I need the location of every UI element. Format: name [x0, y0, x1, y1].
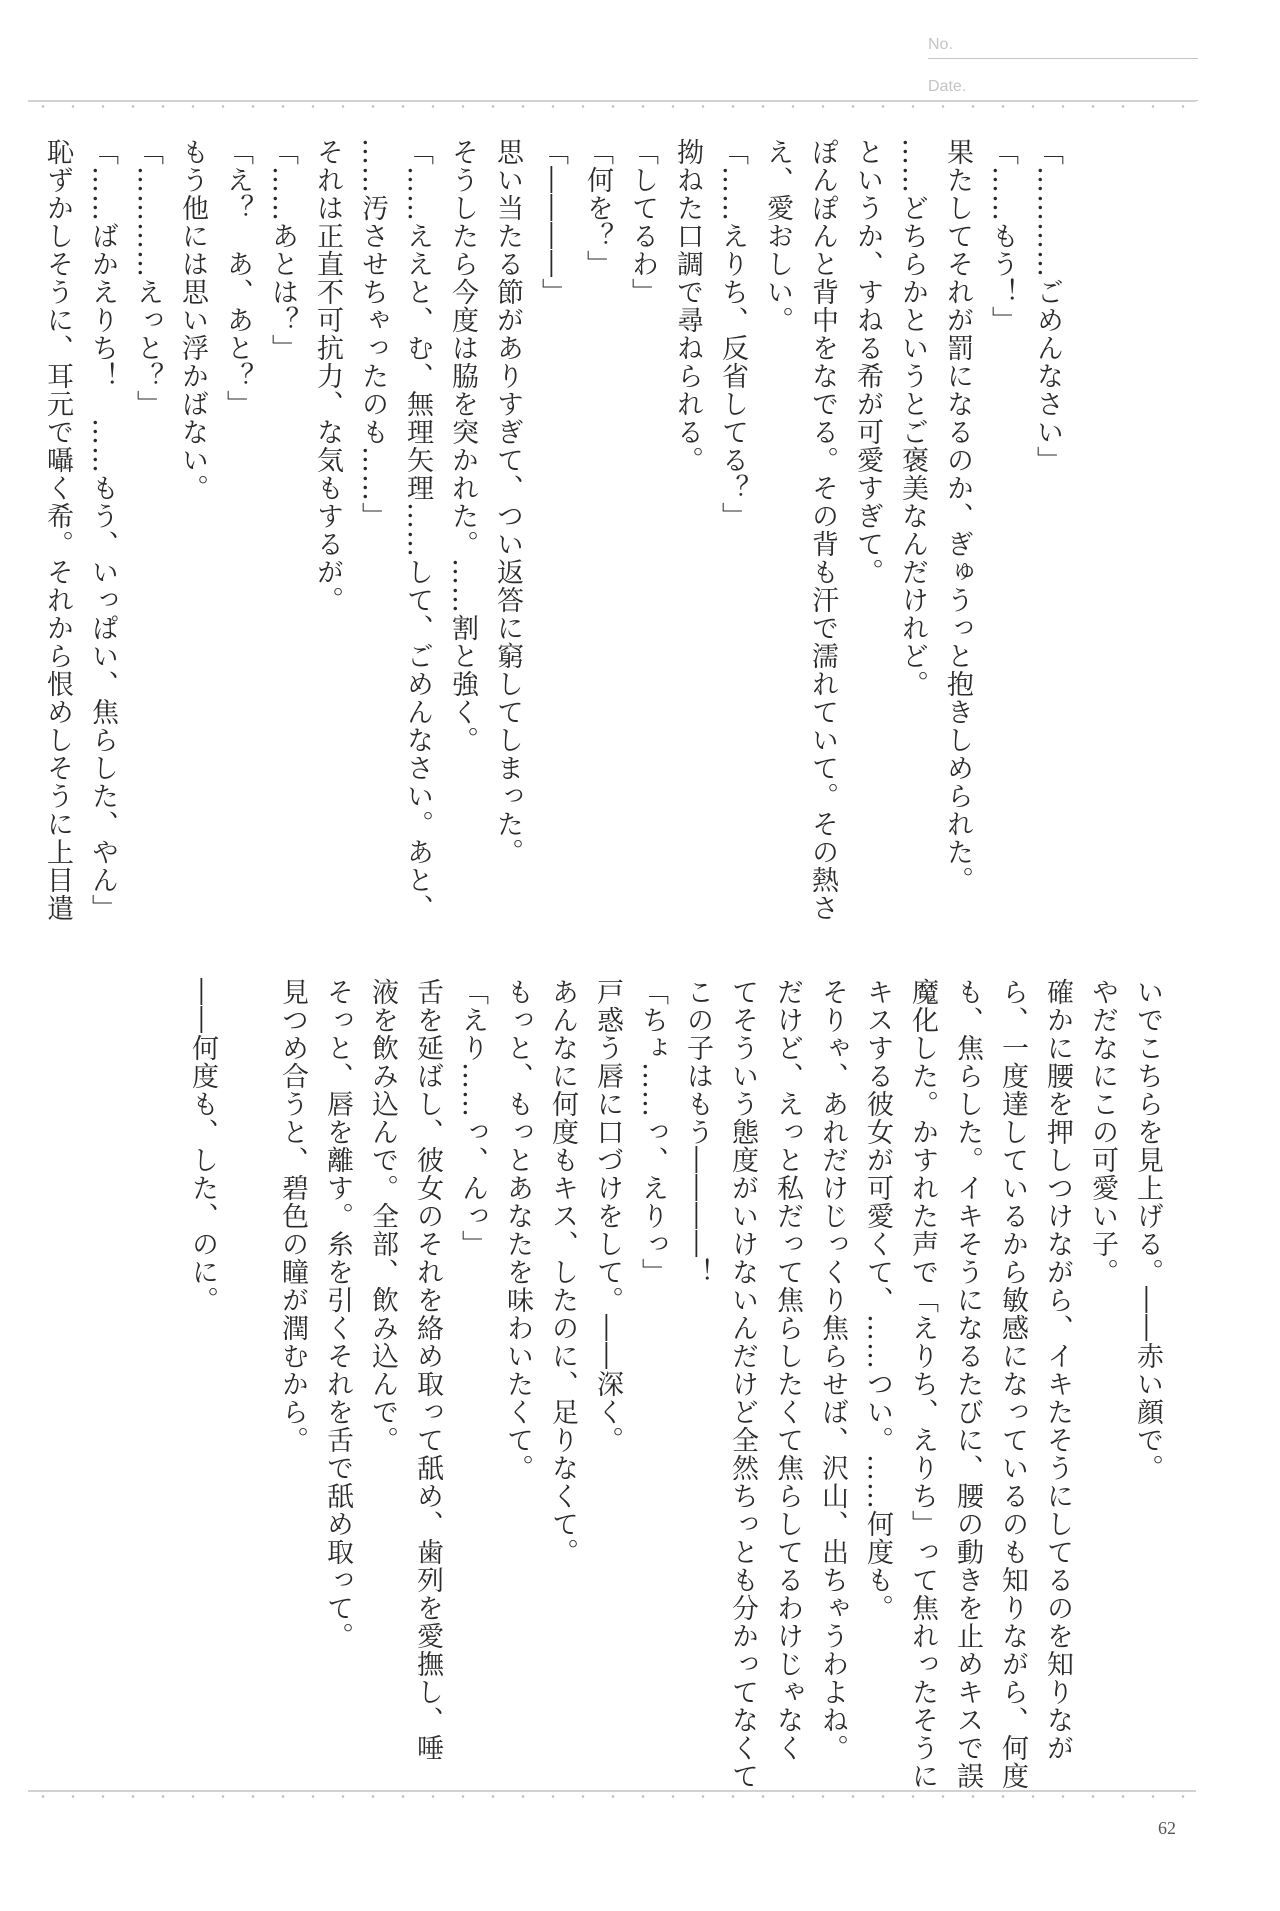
upper-text-block [35, 138, 1070, 922]
text-line: 「……ええと、む、無理矢理……して、ごめんなさい。あと、 [402, 138, 433, 922]
text-line: ……汚させちゃったのも……」 [357, 138, 388, 530]
text-line: 「…………えっと？」 [132, 138, 163, 418]
text-line: ぽんぽんと背中をなでる。その背も汗で濡れていて。その熱さ [807, 138, 838, 922]
text-line: そっと、唇を離す。糸を引くそれを舌で舐め取って。 [322, 978, 353, 1650]
text-line: いでこちらを見上げる。――赤い顔で。 [1132, 978, 1163, 1482]
text-line: 「何を？」 [582, 138, 613, 278]
notebook-number-field [928, 32, 1198, 59]
text-line: 果たしてそれが罰になるのか、ぎゅうっと抱きしめられた。 [942, 138, 973, 894]
text-line: 「してるわ」 [627, 138, 658, 306]
top-dotted-rule [28, 100, 1196, 108]
text-line: 恥ずかしそうに、耳元で囁く希。それから恨めしそうに上目遣 [42, 138, 73, 922]
text-line: 確かに腰を押しつけながら、イキたそうにしてるのを知りなが [1042, 978, 1073, 1762]
text-line: 「えり……っ、んっ」 [457, 978, 488, 1258]
text-line: え、愛おしい。 [762, 138, 793, 334]
text-line [225, 978, 270, 1748]
text-line: 見つめ合うと、碧色の瞳が潤むから。 [277, 978, 308, 1454]
number-label: No. [928, 36, 953, 53]
text-line: てそういう態度がいけないんだけど全然ちっとも分かってなくて [727, 978, 758, 1790]
text-line: 「……ばかえりち！ ……もう、いっぱい、焦らした、やん」 [87, 138, 118, 922]
text-line: この子はもう――――！ [682, 978, 713, 1286]
notebook-date-field [928, 74, 1198, 101]
text-line: それは正直不可抗力、な気もするが。 [312, 138, 343, 614]
bottom-dotted-rule [28, 1790, 1196, 1798]
lower-text-block [180, 978, 1170, 1790]
text-line: 「…………ごめんなさい」 [1032, 138, 1063, 474]
text-line: ら、一度達しているから敏感になっているのも知りながら、何度 [997, 978, 1028, 1790]
text-line: ……どちらかというとご褒美なんだけれど。 [897, 138, 928, 698]
text-line: 「……あとは？」 [267, 138, 298, 362]
text-line: 拗ねた口調で尋ねられる。 [672, 138, 703, 474]
text-line: 「……もう！」 [987, 138, 1018, 334]
text-line: というか、すねる希が可愛すぎて。 [852, 138, 883, 586]
text-line: やだなにこの可愛い子。 [1087, 978, 1118, 1286]
text-line: あんなに何度もキス、したのに、足りなくて。 [547, 978, 578, 1566]
text-line: もう他には思い浮かばない。 [177, 138, 208, 502]
text-line: 「え？ あ、あと？」 [222, 138, 253, 418]
text-line: 舌を延ばし、彼女のそれを絡め取って舐め、歯列を愛撫し、唾 [412, 978, 443, 1762]
text-line: もっと、もっとあなたを味わいたくて。 [502, 978, 533, 1482]
text-line: 「……えりち、反省してる？」 [717, 138, 748, 530]
text-line: だけど、えっと私だって焦らしたくて焦らしてるわけじゃなく [772, 978, 803, 1762]
date-label: Date. [928, 78, 967, 95]
text-line: 液を飲み込んで。全部、飲み込んで。 [367, 978, 398, 1454]
text-line: 魔化した。かすれた声で「えりち、えりち」って焦れったそうに [907, 978, 938, 1790]
text-line: ――何度も、した、のに。 [187, 978, 218, 1314]
text-line: 「ちょ……っ、えりっ」 [637, 978, 668, 1286]
text-line: も、焦らした。イキそうになるたびに、腰の動きを止めキスで誤 [952, 978, 983, 1790]
text-line: 戸惑う唇に口づけをして。――深く。 [592, 978, 623, 1454]
text-line: 「――――」 [537, 138, 568, 306]
text-line: そうしたら今度は脇を突かれた。……割と強く。 [447, 138, 478, 754]
text-line: 思い当たる節がありすぎて、つい返答に窮してしまった。 [492, 138, 523, 866]
page-number: 62 [1158, 1818, 1176, 1838]
text-line: キスする彼女が可愛くて、……つい。……何度も。 [862, 978, 893, 1622]
text-line: そりゃ、あれだけじっくり焦らせば、沢山、出ちゃうわよね。 [817, 978, 848, 1762]
